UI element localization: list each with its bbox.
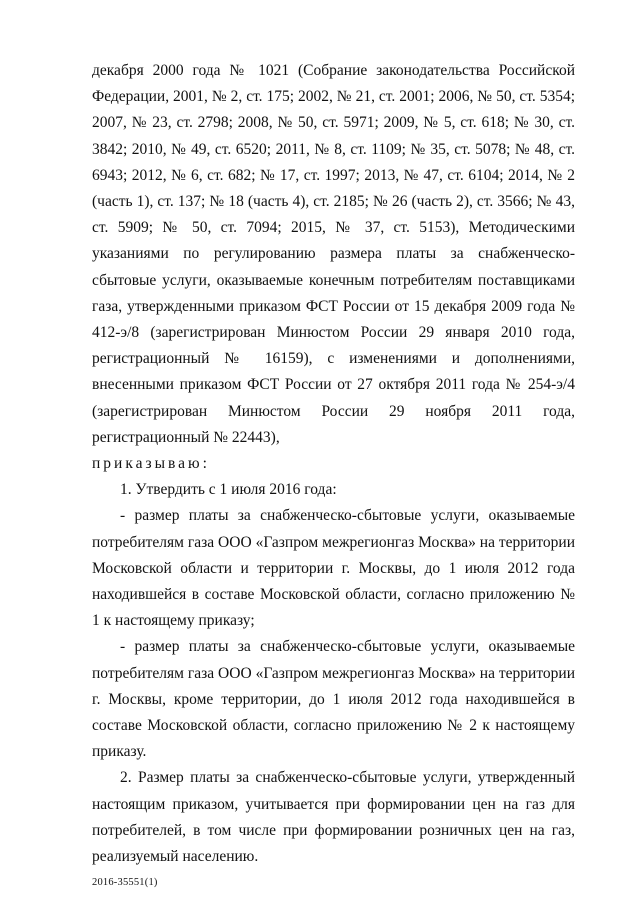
order-item-1-dash-1: - размер платы за снабженческо-сбытовые услуги, оказываемые потребителям газа ООО «Газпром межрегионгаз Москва» на территории Московской области и территории г. Москвы, до 1 июля 2012 года находившейся в составе Московской области, согласно приложению № 1 к настоящему приказу; <box>92 507 575 630</box>
order-word: приказываю: <box>92 455 210 473</box>
document-footer-code: 2016-35551(1) <box>92 877 158 888</box>
order-item-1: 1. Утвердить с 1 июля 2016 года: <box>120 481 337 499</box>
document-body <box>92 58 575 870</box>
order-item-1-dash-2: - размер платы за снабженческо-сбытовые услуги, оказываемые потребителям газа ООО «Газпром межрегионгаз Москва» на территории г. Москвы, кроме территории, до 1 июля 2012 года находившейся в составе Московской области, согласно приложению № 2 к настоящему приказу. <box>92 638 575 761</box>
paragraph-legal-references: декабря 2000 года № 1021 (Собрание законодательства Российской Федерации, 2001, № 2, ст. 175; 2002, № 21, ст. 2001; 2006, № 50, ст. 5354; 2007, № 23, ст. 2798; 2008, № 50, ст. 5971; 2009, № 5, ст. 618; № 30, ст. 3842; 2010, № 49, ст. 6520; 2011, № 8, ст. 1109; № 35, ст. 5078; № 48, ст. 6943; 2012, № 6, ст. 682; № 17, ст. 1997; 2013, № 47, ст. 6104; 2014, № 2 (часть 1), ст. 137; № 18 (часть 4), ст. 2185; № 26 (часть 2), ст. 3566; № 43, ст. 5909; № 50, ст. 7094; 2015, № 37, ст. 5153), Методическими указаниями по регулированию размера платы за снабженческо-сбытовые услуги, оказываемые конечным потребителям поставщиками газа, утвержденными приказом ФСТ России от 15 декабря 2009 года № 412-э/8 (зарегистрирован Минюстом России 29 января 2010 года, регистрационный № 16159), с изменениями и дополнениями, внесенными приказом ФСТ России от 27 октября 2011 года № 254-э/4 (зарегистрирован Минюстом России 29 ноября 2011 года, регистрационный № 22443), <box>92 62 575 446</box>
order-item-2: 2. Размер платы за снабженческо-сбытовые услуги, утвержденный настоящим приказом, учитывается при формировании цен на газ для потребителей, в том числе при формировании розничных цен на газ, реализуемый населению. <box>92 769 575 866</box>
